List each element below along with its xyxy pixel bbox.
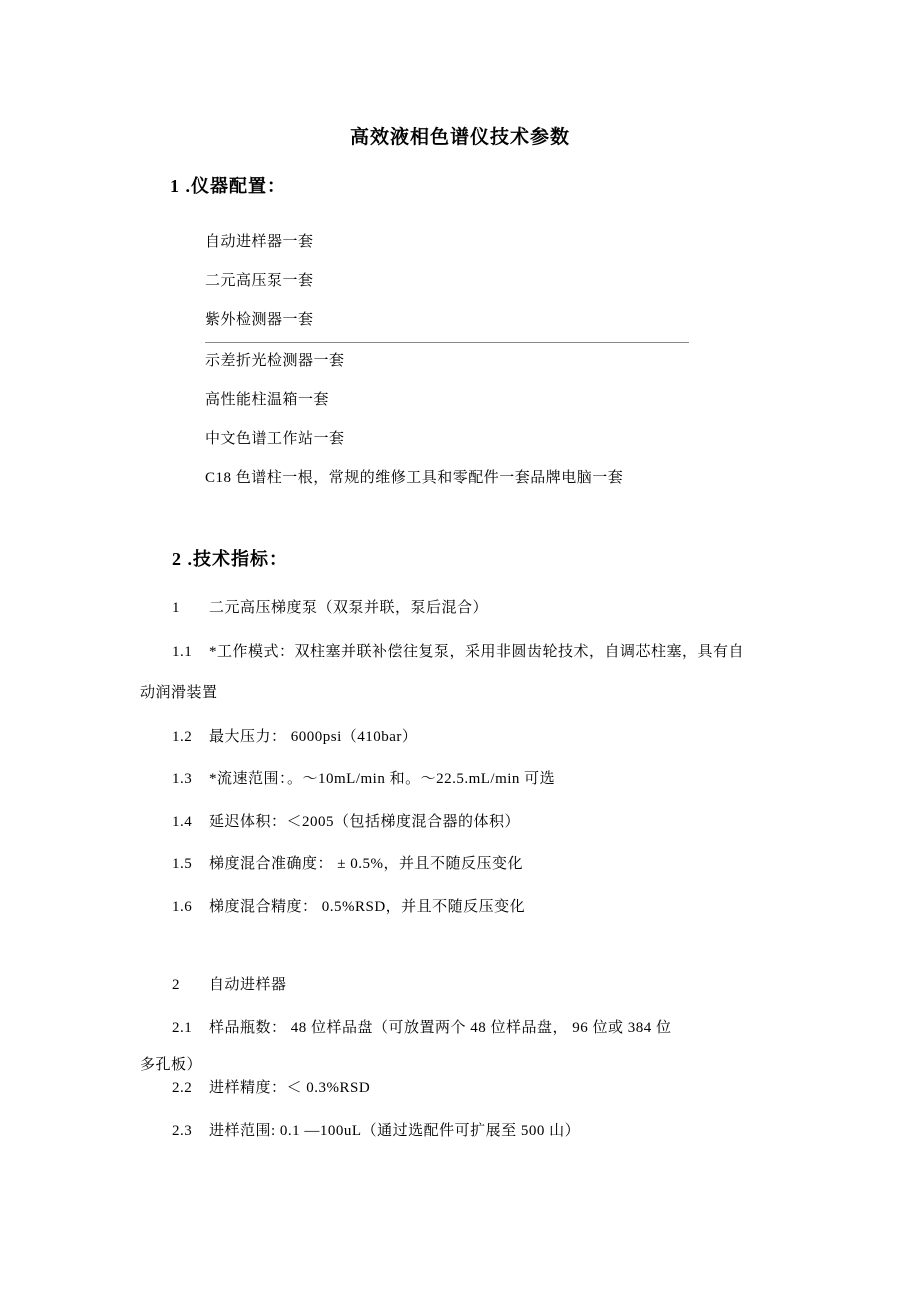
spec-group-title: 自动进样器 bbox=[209, 977, 287, 993]
section2-heading: 2 .技术指标： bbox=[172, 549, 288, 569]
spec-item bbox=[172, 1016, 672, 1037]
spec-item bbox=[172, 895, 525, 916]
spec-group bbox=[172, 596, 488, 617]
spec-item-number: 2.3 bbox=[172, 1123, 193, 1139]
divider-line bbox=[205, 342, 689, 343]
spec-item-text: 延迟体积：＜2005（包括梯度混合器的体积） bbox=[209, 814, 521, 830]
spec-group-number: 2 bbox=[172, 977, 180, 993]
spec-item-text: 梯度混合精度： 0.5%RSD，并且不随反压变化 bbox=[209, 899, 526, 915]
spec-item-text: *流速范围：。～10mL/min 和。～22.5.mL/min 可选 bbox=[209, 771, 556, 787]
spec-item-number: 2.2 bbox=[172, 1080, 193, 1096]
spec-item bbox=[172, 725, 417, 746]
config-item: 二元高压泵一套 bbox=[205, 273, 314, 289]
spec-item-number: 1.2 bbox=[172, 729, 193, 745]
spec-item-text: 进样精度：＜ 0.3%RSD bbox=[209, 1080, 371, 1096]
spec-item bbox=[172, 810, 520, 831]
spec-item-number: 1.5 bbox=[172, 856, 193, 872]
config-item: 高性能柱温箱一套 bbox=[205, 392, 330, 408]
spec-item-number: 2.1 bbox=[172, 1020, 193, 1036]
document-title: 高效液相色谱仪技术参数 bbox=[349, 127, 570, 148]
spec-item-continuation: 多孔板） bbox=[140, 1057, 203, 1073]
spec-group-number: 1 bbox=[172, 600, 180, 616]
config-item: 示差折光检测器一套 bbox=[205, 353, 345, 369]
spec-item-number: 1.1 bbox=[172, 644, 193, 660]
spec-item bbox=[172, 640, 744, 661]
spec-group-title: 二元高压梯度泵（双泵并联，泵后混合） bbox=[209, 600, 489, 616]
section1-heading: 1 .仪器配置： bbox=[170, 176, 286, 196]
spec-item-text: *工作模式：双柱塞并联补偿往复泵，采用非圆齿轮技术，自调芯柱塞，具有自 bbox=[209, 644, 745, 660]
spec-item-text: 梯度混合准确度： ± 0.5%，并且不随反压变化 bbox=[209, 856, 523, 872]
config-item: 自动进样器一套 bbox=[205, 234, 314, 250]
spec-item bbox=[172, 1076, 370, 1097]
spec-item-text: 样品瓶数： 48 位样品盘（可放置两个 48 位样品盘， 96 位或 384 位 bbox=[209, 1020, 672, 1036]
spec-item bbox=[172, 1119, 580, 1140]
spec-item bbox=[172, 767, 555, 788]
spec-group bbox=[172, 973, 287, 994]
spec-item-continuation: 动润滑装置 bbox=[140, 685, 218, 701]
config-item: C18 色谱柱一根，常规的维修工具和零配件一套品牌电脑一套 bbox=[205, 470, 624, 486]
spec-item-text: 最大压力： 6000psi（410bar） bbox=[209, 729, 418, 745]
spec-item bbox=[172, 852, 523, 873]
config-item: 紫外检测器一套 bbox=[205, 312, 314, 328]
spec-item-number: 1.6 bbox=[172, 899, 193, 915]
spec-item-text: 进样范围: 0.1 —100uL（通过选配件可扩展至 500 山） bbox=[209, 1123, 581, 1139]
config-item: 中文色谱工作站一套 bbox=[205, 431, 345, 447]
spec-item-number: 1.4 bbox=[172, 814, 193, 830]
spec-item-number: 1.3 bbox=[172, 771, 193, 787]
